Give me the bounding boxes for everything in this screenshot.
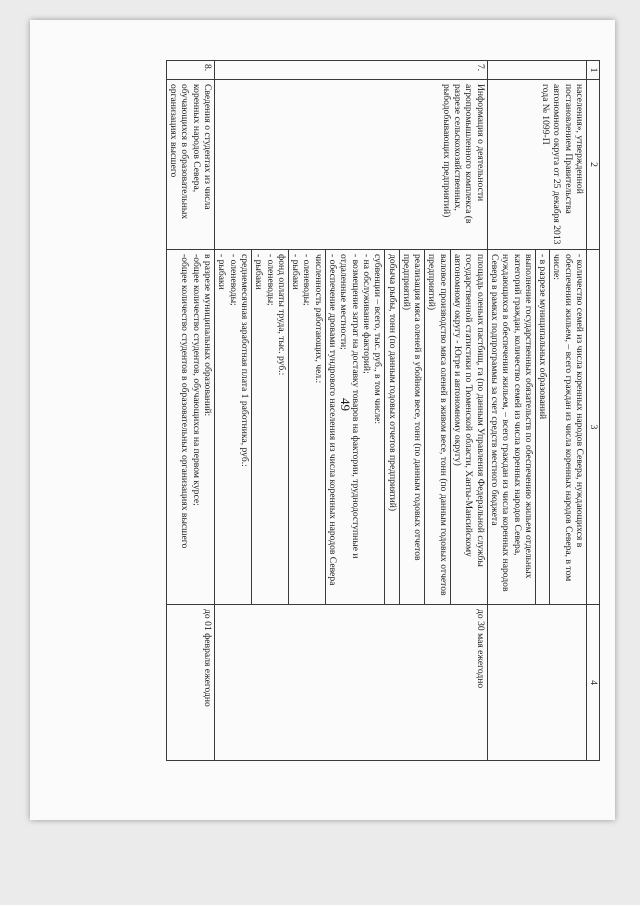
report-table — [166, 60, 600, 761]
col-header-2: 2 — [587, 80, 600, 250]
deadline-cell — [487, 605, 586, 761]
indicator-cell: выполнение государственных обязательств по обеспечению жильем отдельных категорий граждан, количество семей из числа коренных народов Севера, нуждающихся в обеспечении жильем, – всего граждан из числа коренных народов Севера в рамках подпрограммы за счет средств местного бюджета — [487, 250, 535, 605]
indicator-cell: валовое производство мяса оленей в живом весе, тонн (по данным годовых отчетов предприятий) — [425, 250, 451, 605]
indicator-cell: фонд оплаты труда, тыс. руб.: - оленеводы; - рыбаки — [251, 250, 288, 605]
report-name: Информация о деятельности агропромышленного комплекса (в разрезе сельскохозяйственных, рыбодобывающих предприятий) — [215, 80, 488, 250]
header-row — [587, 61, 600, 761]
col-header-4: 4 — [587, 605, 600, 761]
indicator-cell: среднемесячная заработная плата 1 работника, руб.: - оленеводы; - рыбаки — [215, 250, 252, 605]
report-name: Сведения о студентах из числа коренных народов Севера, обучающихся в образовательных организациях высшего — [166, 80, 214, 250]
indicator-cell: площадь оленьих пастбищ, га (по данным Управления Федеральной службы государственной статистики по Тюменской области, Ханты-Мансийскому автономному округу - Югре и автономному округу) — [450, 250, 487, 605]
table-row — [450, 61, 487, 761]
row-number: 8. — [166, 61, 214, 80]
col-header-1: 1 — [587, 61, 600, 80]
row-number: 7. — [215, 61, 488, 80]
indicator-cell: реализация мяса оленей в убойном весе, тонн (по данным годовых отчетов предприятий) — [399, 250, 425, 605]
document-page — [30, 20, 615, 820]
table-body — [166, 61, 586, 761]
indicator-cell: добыча рыбы, тонн (по данным годовых отчетов предприятий) — [385, 250, 399, 605]
report-name: населения», утвержденной постановлением Правительства автономного округа от 25 декабря 2013 года № 1099-П — [487, 80, 586, 250]
deadline-cell: до 30 мая ежегодно — [215, 605, 488, 761]
table-row — [166, 61, 214, 761]
indicator-cell: численность работающих, чел.: - оленеводы; - рыбаки — [288, 250, 325, 605]
rotated-table-wrapper — [125, 60, 600, 760]
indicator-cell: субвенции – всего, тыс. руб., в том числе: - на обслуживание факторий; - возмещение затрат на доставку товаров на фактории, труднодоступные и отдаленные местности; - обеспечение дровами тундрового населения из числа коренных народов Севера — [325, 250, 384, 605]
col-header-3: 3 — [587, 250, 600, 605]
page-number: 49 — [338, 398, 353, 411]
indicator-cell: - в разрезе муниципальных образований — [535, 250, 549, 605]
row-number — [487, 61, 586, 80]
deadline-cell: до 01 февраля ежегодно — [166, 605, 214, 761]
indicator-cell: - количество семей из числа коренных народов Севера, нуждающихся в обеспечении жильем, – всего граждан из числа коренных народов Севера, в том числе: — [550, 250, 587, 605]
indicator-cell: в разрезе муниципальных образований: -общее количество студентов, обучающихся на первом курсе; -общее количество студентов в образовательных организациях высшего — [166, 250, 214, 605]
table-row — [550, 61, 587, 761]
